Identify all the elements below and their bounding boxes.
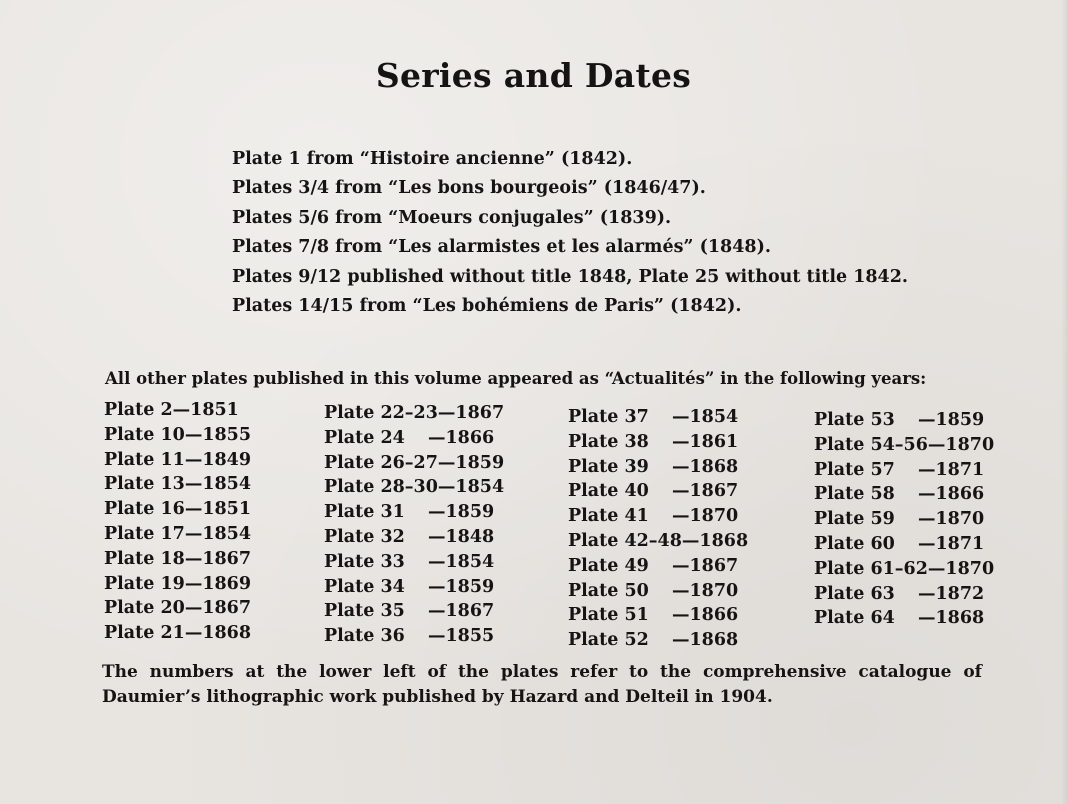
plate-entry bbox=[814, 433, 994, 458]
plate-year: —1854 bbox=[437, 477, 505, 498]
plate-entry bbox=[568, 579, 748, 604]
series-item: Plates 14/15 from “Les bohémiens de Paris” (1842). bbox=[232, 295, 742, 316]
catalogue-note bbox=[102, 660, 982, 710]
plate-year: —1868 bbox=[681, 530, 749, 551]
plate-entry bbox=[104, 572, 251, 597]
plate-number: Plate 64 bbox=[814, 608, 895, 629]
plate-year: —1861 bbox=[672, 431, 739, 452]
plate-number: Plate 31 bbox=[324, 502, 405, 523]
plate-number: Plate 21 bbox=[104, 623, 185, 644]
plate-number: Plate 13 bbox=[104, 474, 185, 495]
plate-entry bbox=[324, 475, 504, 500]
plate-number: Plate 20 bbox=[104, 598, 185, 619]
plate-number: Plate 49 bbox=[568, 555, 649, 576]
plate-number: Plate 37 bbox=[568, 407, 649, 427]
plate-entry bbox=[814, 507, 994, 532]
plate-number: Plate 54–56 bbox=[814, 434, 928, 455]
plate-entry bbox=[814, 458, 994, 483]
plate-number: Plate 17 bbox=[104, 523, 185, 544]
page-title: Series and Dates bbox=[375, 56, 692, 95]
series-item: Plates 5/6 from “Moeurs conjugales” (1839). bbox=[232, 207, 672, 228]
plate-entry bbox=[814, 557, 994, 582]
plate-entry bbox=[104, 497, 251, 522]
plate-year: —1854 bbox=[184, 474, 252, 495]
plate-entry bbox=[568, 430, 748, 455]
catalogue-note-line-2: Daumier’s lithographic work published by Hazard and Delteil in 1904. bbox=[102, 687, 773, 707]
plate-entry bbox=[324, 599, 504, 624]
plate-entry bbox=[104, 472, 251, 497]
series-list bbox=[232, 145, 992, 321]
plate-year: —1871 bbox=[918, 459, 985, 480]
plate-year: —1854 bbox=[672, 407, 739, 427]
plate-year: —1867 bbox=[428, 601, 495, 622]
plate-year: —1851 bbox=[184, 499, 252, 520]
plate-year: —1866 bbox=[672, 605, 739, 626]
plate-year: —1870 bbox=[672, 506, 739, 527]
plate-year: —1851 bbox=[172, 400, 239, 420]
plate-entry bbox=[324, 624, 504, 649]
plate-entry bbox=[568, 504, 748, 529]
plate-entry bbox=[814, 606, 994, 631]
plate-entry bbox=[814, 408, 994, 433]
catalogue-note-line-1: The numbers at the lower left of the plates refer to the comprehensive catalogue of bbox=[102, 662, 982, 682]
plate-year: —1870 bbox=[672, 580, 739, 601]
plate-number: Plate 53 bbox=[814, 410, 895, 430]
plate-entry bbox=[104, 423, 251, 448]
plate-year: —1871 bbox=[918, 533, 985, 554]
plate-column-3 bbox=[568, 405, 748, 653]
plate-number: Plate 40 bbox=[568, 481, 649, 502]
plate-year: —1870 bbox=[918, 509, 985, 530]
plate-number: Plate 59 bbox=[814, 509, 895, 530]
series-item: Plates 9/12 published without title 1848, Plate 25 without title 1842. bbox=[232, 266, 909, 287]
plate-number: Plate 38 bbox=[568, 431, 649, 452]
plate-entry bbox=[104, 398, 251, 423]
plate-number: Plate 41 bbox=[568, 506, 649, 527]
plate-number: Plate 60 bbox=[814, 533, 895, 554]
plate-year: —1854 bbox=[184, 523, 252, 544]
plate-entry bbox=[324, 525, 504, 550]
plate-year: —1859 bbox=[428, 576, 495, 597]
plate-number: Plate 35 bbox=[324, 601, 405, 622]
plate-column-2 bbox=[324, 401, 504, 649]
plate-number: Plate 50 bbox=[568, 580, 649, 601]
plate-entry bbox=[324, 575, 504, 600]
actualites-intro: All other plates published in this volume appeared as “Actualités” in the following years: bbox=[105, 369, 927, 388]
plate-entry bbox=[104, 448, 251, 473]
plate-year: —1855 bbox=[428, 626, 495, 647]
plate-entry bbox=[104, 596, 251, 621]
plate-year: —1870 bbox=[927, 558, 995, 579]
plate-entry bbox=[814, 482, 994, 507]
plate-entry bbox=[568, 479, 748, 504]
plate-number: Plate 61–62 bbox=[814, 558, 928, 579]
plate-number: Plate 58 bbox=[814, 484, 895, 505]
plate-year: —1870 bbox=[927, 434, 995, 455]
plate-number: Plate 34 bbox=[324, 576, 405, 597]
plate-number: Plate 22–23 bbox=[324, 403, 438, 423]
series-item: Plates 3/4 from “Les bons bourgeois” (1846/47). bbox=[232, 178, 706, 199]
plate-entry bbox=[324, 401, 504, 426]
plate-number: Plate 39 bbox=[568, 456, 649, 477]
plate-number: Plate 42–48 bbox=[568, 530, 682, 551]
plate-entry bbox=[568, 529, 748, 554]
plate-number: Plate 57 bbox=[814, 459, 895, 480]
plate-year: —1867 bbox=[672, 555, 739, 576]
plate-number: Plate 52 bbox=[568, 630, 649, 651]
plate-number: Plate 63 bbox=[814, 583, 895, 604]
plate-year: —1866 bbox=[428, 427, 495, 448]
plate-entry bbox=[104, 547, 251, 572]
plate-entry bbox=[568, 455, 748, 480]
plate-year: —1848 bbox=[428, 526, 495, 547]
plate-number: Plate 33 bbox=[324, 551, 405, 572]
series-item: Plate 1 from “Histoire ancienne” (1842). bbox=[232, 149, 633, 169]
plate-number: Plate 26–27 bbox=[324, 452, 438, 473]
plate-number: Plate 19 bbox=[104, 573, 185, 594]
plate-number: Plate 16 bbox=[104, 499, 185, 520]
plate-entry bbox=[814, 532, 994, 557]
plate-entry bbox=[568, 405, 748, 430]
plate-number: Plate 18 bbox=[104, 548, 185, 569]
plate-entry bbox=[814, 582, 994, 607]
plate-year: —1868 bbox=[184, 623, 252, 644]
plate-year: —1859 bbox=[437, 452, 505, 473]
plate-entry bbox=[568, 554, 748, 579]
plate-year: —1868 bbox=[672, 456, 739, 477]
plate-number: Plate 51 bbox=[568, 605, 649, 626]
plate-year: —1868 bbox=[672, 630, 739, 651]
plate-year: —1859 bbox=[918, 410, 985, 430]
plate-entry bbox=[568, 628, 748, 653]
plate-number: Plate 32 bbox=[324, 526, 405, 547]
page-edge-shadow bbox=[1061, 0, 1067, 804]
plate-year: —1866 bbox=[918, 484, 985, 505]
plate-column-4 bbox=[814, 408, 994, 631]
plate-entry bbox=[104, 621, 251, 646]
plate-entry bbox=[104, 522, 251, 547]
plate-number: Plate 11 bbox=[104, 449, 185, 470]
plate-year: —1867 bbox=[672, 481, 739, 502]
plate-number: Plate 24 bbox=[324, 427, 405, 448]
plate-year: —1849 bbox=[184, 449, 252, 470]
plate-year: —1854 bbox=[428, 551, 495, 572]
plate-year: —1867 bbox=[184, 548, 252, 569]
plate-number: Plate 2 bbox=[104, 400, 173, 420]
plate-year: —1872 bbox=[918, 583, 985, 604]
plate-year: —1867 bbox=[437, 403, 505, 423]
plate-number: Plate 28–30 bbox=[324, 477, 438, 498]
series-item: Plates 7/8 from “Les alarmistes et les alarmés” (1848). bbox=[232, 237, 771, 258]
plate-number: Plate 10 bbox=[104, 424, 185, 445]
plate-year: —1867 bbox=[184, 598, 252, 619]
plate-entry bbox=[324, 500, 504, 525]
plate-entry bbox=[324, 426, 504, 451]
plate-column-1 bbox=[104, 398, 251, 646]
plate-number: Plate 36 bbox=[324, 626, 405, 647]
plate-entry bbox=[568, 603, 748, 628]
plate-year: —1859 bbox=[428, 502, 495, 523]
plate-year: —1868 bbox=[918, 608, 985, 629]
plate-year: —1855 bbox=[184, 424, 252, 445]
plate-year: —1869 bbox=[184, 573, 252, 594]
plate-entry bbox=[324, 451, 504, 476]
plate-entry bbox=[324, 550, 504, 575]
